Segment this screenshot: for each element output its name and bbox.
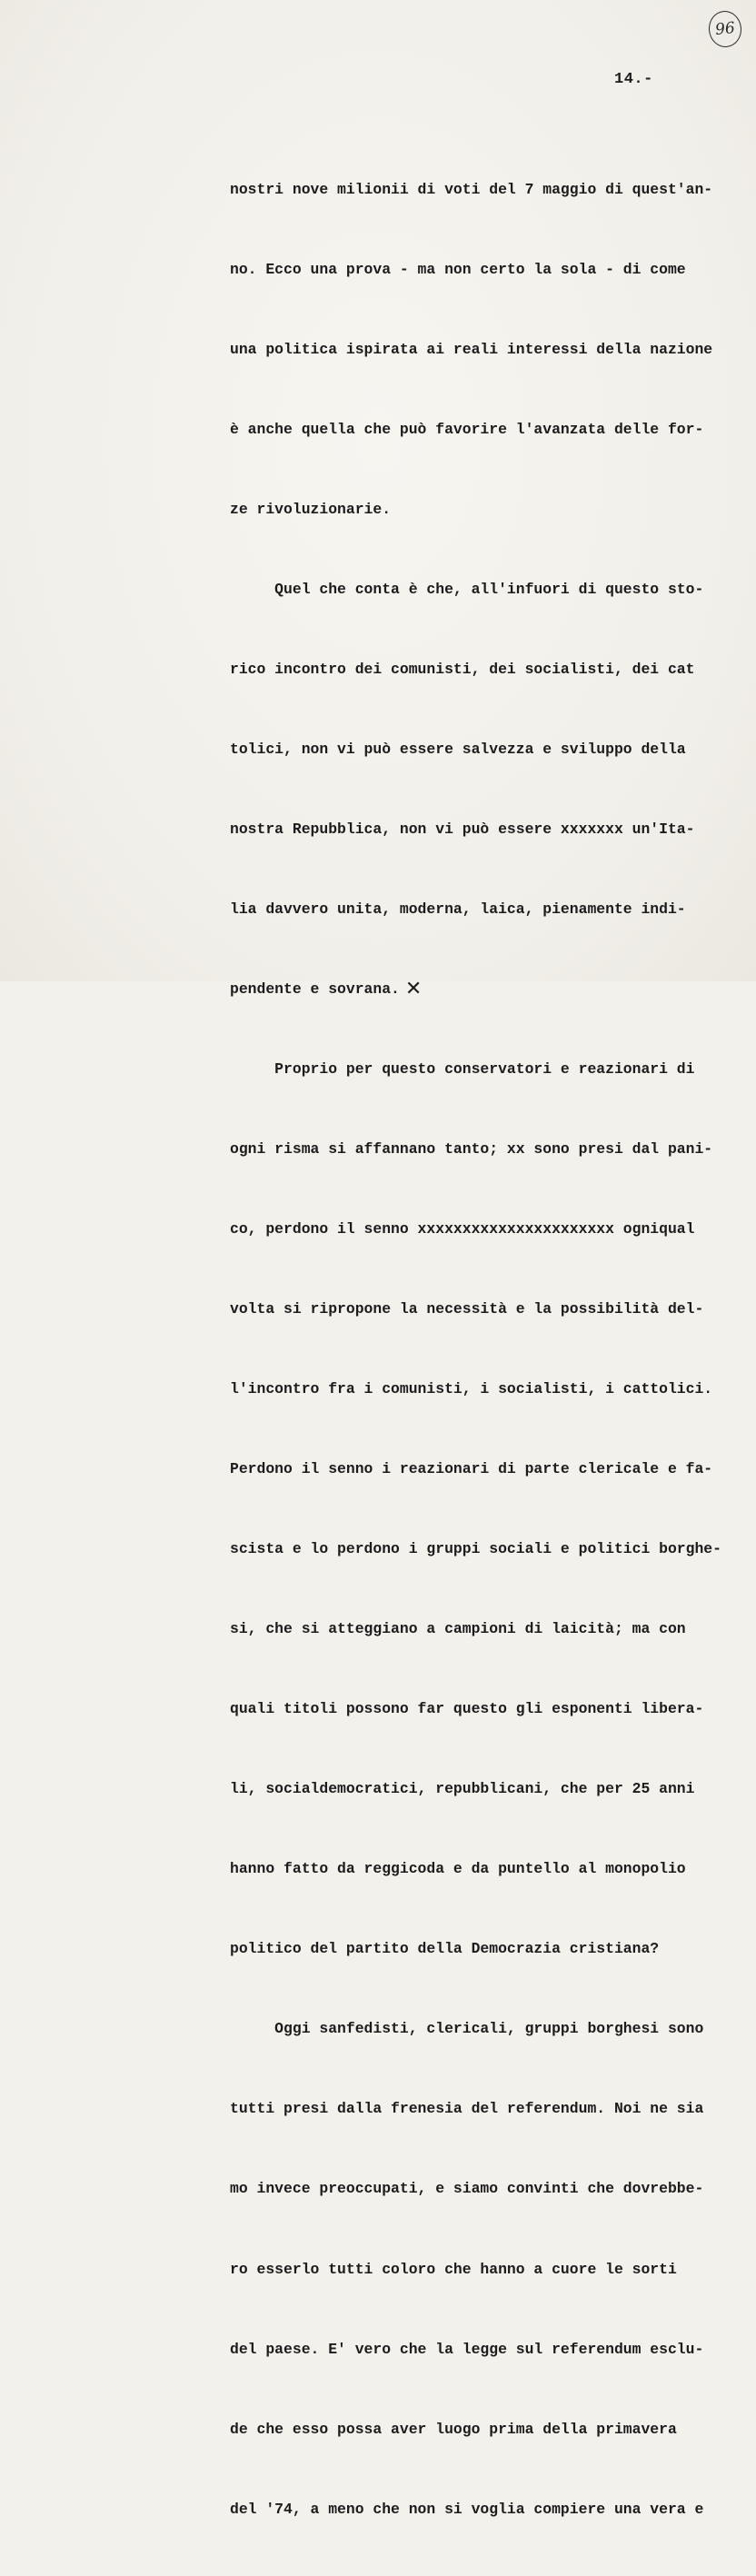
text-line: co, perdono il senno xxxxxxxxxxxxxxxxxxxxxx ogniqual: [230, 1220, 695, 1238]
text-line: lia davvero unita, moderna, laica, pienamente indi-: [230, 900, 686, 918]
text-line: l'incontro fra i comunisti, i socialisti, i cattolici.: [230, 1380, 713, 1398]
text-line: quali titoli possono far questo gli esponenti libera-: [230, 1700, 704, 1718]
page-number: 14.-: [614, 71, 653, 88]
text-line: mo invece preoccupati, e siamo convinti che dovrebbe-: [230, 2180, 704, 2198]
text-line: Proprio per questo conservatori e reazionari di: [230, 1060, 695, 1079]
text-line: è anche quella che può favorire l'avanzata delle for-: [230, 420, 704, 438]
text-line: del paese. E' vero che la legge sul referendum esclu-: [230, 2340, 704, 2358]
text-line: pendente e sovrana.: [230, 980, 400, 998]
text-line: Perdono il senno i reazionari di parte clericale e fa-: [230, 1460, 713, 1478]
text-line: de che esso possa aver luogo prima della primavera: [230, 2420, 677, 2438]
text-line: politico del partito della Democrazia cristiana?: [230, 1940, 660, 1958]
text-line: nostra Repubblica, non vi può essere xxxxxxx un'Ita-: [230, 820, 695, 838]
text-line: si, che si atteggiano a campioni di laicità; ma con: [230, 1620, 686, 1638]
text-line: rico incontro dei comunisti, dei socialisti, dei cat: [230, 660, 695, 678]
text-line: una politica ispirata ai reali interessi della nazione: [230, 340, 713, 358]
text-line: li, socialdemocratici, repubblicani, che per 25 anni: [230, 1780, 695, 1798]
text-line: hanno fatto da reggicoda e da puntello al monopolio: [230, 1860, 686, 1878]
text-line: ro esserlo tutti coloro che hanno a cuore le sorti: [230, 2260, 677, 2278]
text-line: Quel che conta è che, all'infuori di questo sto-: [230, 580, 704, 598]
text-line: ogni risma si affannano tanto; xx sono presi dal pani-: [230, 1140, 713, 1159]
text-line: Oggi sanfedisti, clericali, gruppi borghesi sono: [230, 2020, 704, 2038]
text-line: tolici, non vi può essere salvezza e sviluppo della: [230, 740, 686, 758]
text-line: volta si ripropone la necessità e la possibilità del-: [230, 1300, 704, 1318]
text-line: tutti presi dalla frenesia del referendum. Noi ne sia: [230, 2100, 704, 2118]
text-line: del '74, a meno che non si voglia compiere una vera e: [230, 2500, 704, 2518]
cross-mark-icon: ✕: [404, 978, 423, 1000]
body-text: [230, 123, 721, 2576]
text-line: nostri nove milionii di voti del 7 maggio di quest'an-: [230, 180, 713, 198]
folio-stamp: 96: [707, 9, 743, 49]
text-line: no. Ecco una prova - ma non certo la sola - di come: [230, 260, 686, 278]
text-line-with-mark: [230, 976, 721, 1002]
text-line: ze rivoluzionarie.: [230, 500, 392, 518]
text-line: scista e lo perdono i gruppi sociali e politici borghe-: [230, 1540, 721, 1558]
